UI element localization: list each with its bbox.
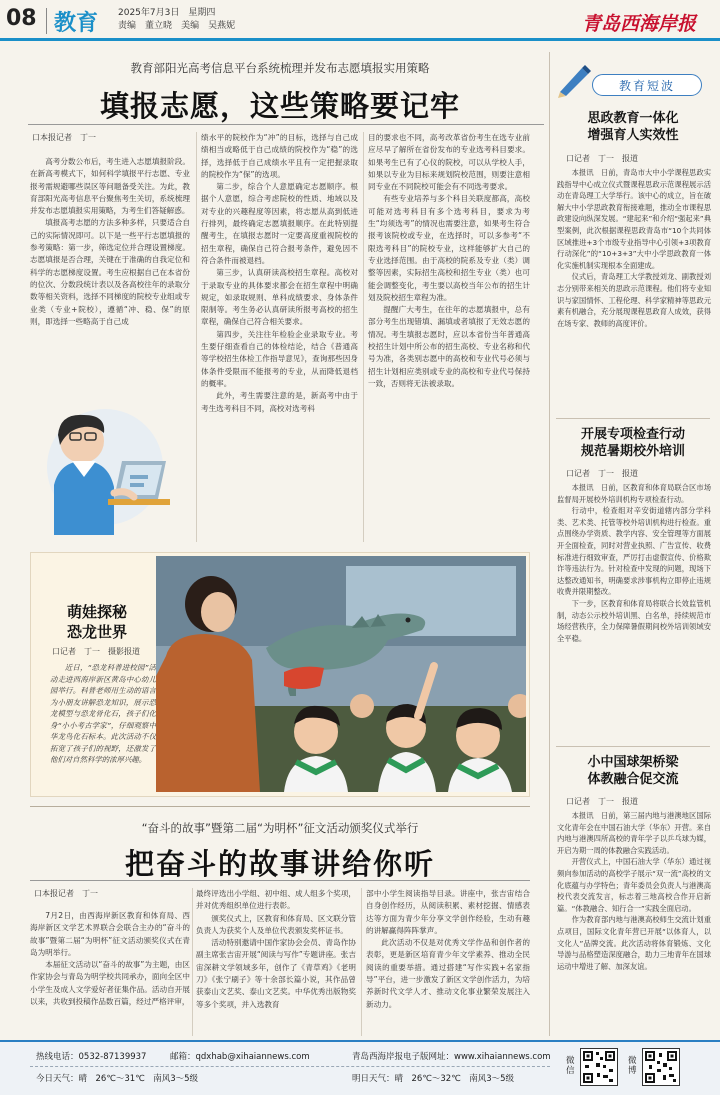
- brief3-title: 小中国球架桥梁 体教融合促交流: [587, 755, 679, 787]
- lead-headline: 填报志愿，这些策略要记牢: [99, 89, 460, 123]
- email: 邮箱：qdxhab@xihaiannews.com: [170, 1052, 310, 1062]
- lead-kicker: 教育部阳光高考信息平台系统梳理并发布志愿填报实用策略: [130, 61, 430, 75]
- brief1-body: 本报讯 日前，青岛市大中小学课程思政实践指导中心成立仪式暨课程思政示范课程展示活动在青岛理工大学举行。该中心的成立，旨在破解大中小学思政教育衔接难题，推动全市课程思政建设向纵深发展。“建起来”和介绍“强起来”典型案例，此次根据课程思政青岛市“10个共同体区域推进+3个市级专业指导中心引领+3项教育行动深化”的“10+3+3”大中小学思政教育一体化实施机制实现根本全面建成。 仪式后，青岛理工大学教授刘龙、副教授刘志分别带来相关的思政示范课程。他们将专业知识与家国情怀、工程伦理、科学家精神等思政元素有机融合，充分展现课程思政育人成效，获得在场专家、教师的高度评价。: [557, 168, 711, 328]
- brief3-body: 本报讯 日前，第三届内地与港澳地区国际文化青年会在中国石油大学（华东）开营。来自内地与港澳四所高校的青年学子以乒乓球为媒，开启为期一周的体教融合实践活动。 开营仪式上，中国石油大学（华东）通过视频向参加活动的高校学子展示“双一流”高校的文化底蕴与办学特色；青年委员会负责人与港澳高校代表交流发言，标志着三地高校合作开启新篇。“体教融合、知行合一”实践全面启动。 作为教育部内地与港澳高校师生交流计划重点项目，国际文化青年营已开展“以体育人，以文化人”品牌交流。此次活动将体育锻炼、文化导游与品格塑造深度融合，助力三地青年在国球运动中增进了解、加深友谊。: [557, 811, 711, 971]
- lead-byline: 口本报记者 丁一: [32, 133, 96, 142]
- second-kicker: “奋斗的故事”暨第二届“为明杯”征文活动颁奖仪式举行: [141, 821, 419, 835]
- today-weather: 今日天气：晴 26℃～31℃ 南风3～5级: [36, 1074, 199, 1084]
- brief3-byline: 口记者 丁一 报道: [566, 797, 638, 806]
- section-name: 教育: [54, 11, 99, 36]
- second-column-1: 7月2日，由西海岸新区教育和体育局、西海岸新区文学艺术界联合会联合主办的“奋斗的故事”暨第二届“为明杯”征文活动颁奖仪式在青岛为明举行。 本届征文活动以“奋斗的故事”为主题，由区作家协会与青岛为明学校共同承办，面向全区中小学生及成人文学爱好者征集作品。活动自开展以来，共收到投稿作品数百篇，经过严格评审，: [30, 911, 190, 1007]
- tomorrow-weather: 明日天气：晴 26℃～32℃ 南风3～5级: [352, 1074, 515, 1084]
- second-byline: 口本报记者 丁一: [34, 889, 98, 898]
- second-headline: 把奋斗的故事讲给你听: [124, 847, 435, 881]
- newspaper-logo: 青岛西海岸报: [582, 13, 697, 35]
- lead-column-1: 高考分数公布后，考生进入志愿填报阶段。在新高考模式下，如何科学填报平行志愿、专业报考需规避哪些误区等问题备受关注。为此，教育部阳光高考信息平台聚焦考生关切，系统梳理并发布志愿填报实用策略，为考生们答疑解惑。 填报高考志愿的方法多种多样，只要适合自己的实际情况即可。以下是一些平行志愿填报的参考策略：第一步，筛选定位并合理设置梯度。志愿填报是否合理，关键在于准确的自我定位和科学的志愿梯度设置。考生应根据自己在本省份的位次、分数段统计表以及各高校往年的录取分数等相关资料，选择不同梯度的院校专业组或专业类（专业+院校），遵循“冲、稳、保”的原则，即选择一些略高于自己成: [30, 157, 190, 326]
- brief2-body: 本报讯 日前，区教育和体育局联合区市场监督局开展校外培训机构专项检查行动。 行动中，检查组对辛安街道辖内部分学科类、艺术类、托管等校外培训机构进行检查。重点围绕办学资质、教学内容、安全管理等方面展开全面检查，同时对营业执照、广告宣传、收费标准进行细致审查，严厉打击虚假宣传、价格欺诈等违法行为。针对检查中发现的问题，现场下达整改通知书，明确要求涉事机构立即停止违规收费并限期整改。 下一步，区教育和体育局将联合长效监管机制，动态公示校外培训黑、白名单，持续规范市场经营秩序，全力保障暑假期间校外培训领域安全平稳。: [557, 483, 711, 643]
- lead-column-3: 目的要求也不同，高考改革省份考生在选专业前应尽早了解所在省份发布的专业选考科目要求。如果考生已有了心仪的院校，可以从学校人手，如果以专业为目标来规划院校范围，则要注意相同专业在不同院校可能会有不同选考要求。 有些专业培养与多个科目关联度都高，高校可能对选考科目有多个选考科目，要求为考生“均须选考”的情况也需要注意，如果考生符合报考该院校或专业，在选择时，可以多参考“不限选考科目”的院校专业，这样能够扩大自己的专业选择范围。由于高校的院系及专业（类）调整等因素，实际招生高校和招生专业（类）也可能会调整变化，考生要以高校当年公布的招生计划及院校招生章程为准。 提醒广大考生，在往年的志愿填报中，总有部分考生出现错填、漏填或者填报了无效志愿的情况。考生填报志愿时，应以本省份当年普通高校招生计划中所公布的招生高校、专业名称和代号为准，各类别志愿中的高校和专业代号必须与招生计划相应类别或专业的高校和专业代号保持一致，否则将无法被录取。: [368, 133, 530, 388]
- brief2-title: 开展专项检查行动 规范暑期校外培训: [580, 427, 685, 459]
- brief2-byline: 口记者 丁一 报道: [566, 469, 638, 478]
- hotline: 热线电话：0532-87139937: [36, 1052, 147, 1062]
- second-column-2: 最终评选出小学组、初中组、成人组多个奖项，并对优秀组织单位进行表彰。 颁奖仪式上，区教育和体育局、区文联分管负责人为获奖个人及单位代表颁发奖杯证书。 活动特别邀请中国作家协会会员、青岛作协副主席张吉宙开展“阅读与写作”专题讲座。张吉宙深耕文学领域多年，创作了《青草鸡》《老明刀》《张宁刷子》等十余部长篇小说，其作品曾获泰山文艺奖、泰山文艺奖。中华优秀出版物奖等多个奖项，并入选教育: [196, 889, 356, 1009]
- wechat-label: 微信: [566, 1056, 575, 1076]
- footer: [0, 1042, 720, 1095]
- pen-icon: [554, 60, 594, 100]
- e-paper-site: 青岛西海岸报电子版网址：www.xihaiannews.com: [352, 1052, 551, 1062]
- masthead: [0, 0, 720, 42]
- sidebar-banner: [566, 60, 706, 104]
- photo-byline: 口记者 丁一 摄影报道: [52, 647, 140, 656]
- second-column-3: 部中小学生阅读指导目录。讲座中，张吉宙结合自身创作经历，从阅读积累、素材挖掘、情感表达等方面为青少年分享文学创作经验，生动有趣的讲解赢得阵阵掌声。 此次活动不仅是对优秀文学作品和创作者的表彰，更是新区培育青少年文学素养、推动全民阅读的重要举措。通过搭建“写作实践+名家指导”平台，进一步激发了新区文学创作活力，为培养新时代文学人才、推动文化事业繁荣发展注入新动力。: [366, 889, 530, 1009]
- lead-column-2: 绩水平的院校作为“冲”的目标，选择与自己成绩相当或略低于自己成绩的院校作为“稳”的选择，选择低于自己成绩水平且有一定把握录取的院校作为“保”的选项。 第二步，综合个人意愿确定志愿顺序。根据个人意愿，综合考虑院校的性质、地域以及对专业的兴趣程度等因素，将志愿从高到低进行排列，最终确定志愿填报顺序。在此特别提醒考生，在填报志愿时一定要高度重视院校的招生章程，确保自己符合报考条件，避免因不符合条件而被退档。 第三步，认真研读高校招生章程。高校对于录取专业的具体要求都会在招生章程中明确规定，如录取规则、单科成绩要求、身体条件限制等。考生务必认真研读所报考高校的招生章程，确保自己符合相关要求。 第四步，关注往年检验企业录取专业。考生要仔细查看自己的体检结论，结合《普通高等学校招生体检工作指导意见》，查询那些因身体条件受限而不能报考的专业，从而降低退档的概率。 此外，考生需要注意的是，新高考中由于考生选考科目不同，高校对选考科: [201, 133, 358, 413]
- brief1-byline: 口记者 丁一 报道: [566, 154, 638, 163]
- photo-caption: 近日，“恐龙科普进校园”活动走进西海岸新区黄岛中心幼儿园举行。科普老师用生动的语言为小朋友讲解恐龙知识，展示恐龙模型与恐龙骨化石，孩子们化身“小小考古学家”，仔细观察中华龙鸟化石标本。此次活动不仅拓宽了孩子们的视野，还激发了他们对自然科学的浓厚兴趣。: [50, 663, 156, 764]
- photo-title: 萌娃探秘 恐龙世界: [66, 603, 127, 641]
- weibo-label: 微博: [628, 1056, 637, 1076]
- dinosaur-classroom-photo: [156, 556, 526, 792]
- wechat-qr-icon[interactable]: [580, 1048, 618, 1086]
- student-illustration: [30, 395, 190, 545]
- sidebar-banner-label: 教育短波: [618, 79, 675, 93]
- issue-meta: 2025年7月3日 星期四 责编 董立晓 美编 吴燕妮: [118, 8, 236, 31]
- brief1-title: 思政教育一体化 增强育人实效性: [587, 111, 679, 143]
- page-number: 08: [6, 6, 37, 31]
- weibo-qr-icon[interactable]: [642, 1048, 680, 1086]
